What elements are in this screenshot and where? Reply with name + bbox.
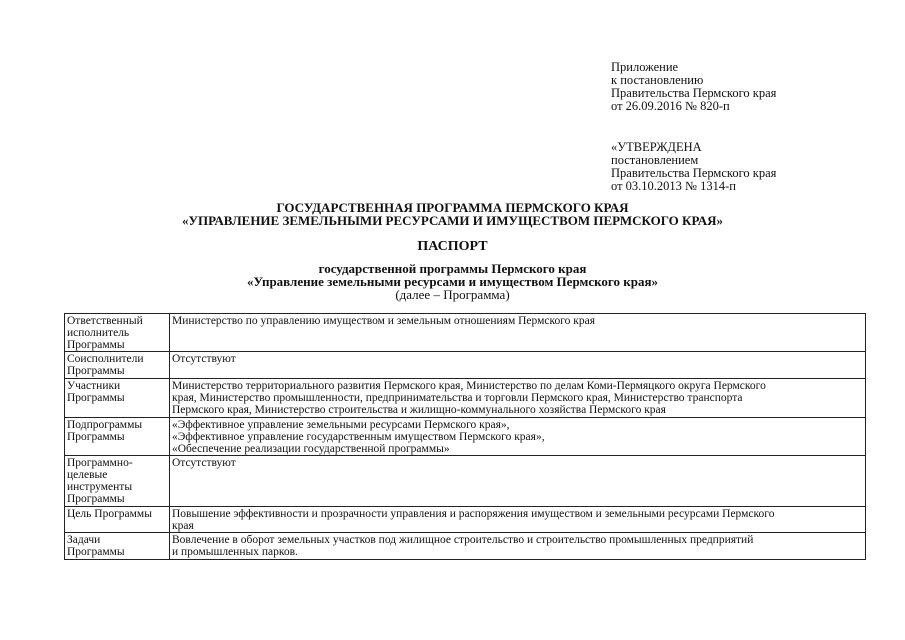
row-value xyxy=(170,352,866,379)
row-label xyxy=(65,314,170,352)
label-line: Программы xyxy=(67,365,125,377)
label-line: Программы xyxy=(67,339,125,351)
label-line: Программы xyxy=(67,493,125,505)
passport-subtitle xyxy=(0,262,905,301)
table-row xyxy=(65,314,866,352)
appendix-line: к постановлению xyxy=(611,73,704,87)
row-value xyxy=(170,379,866,418)
value-line: Вовлечение в оборот земельных участков под жилищное строительство и строительство промышленных предприятий xyxy=(172,534,754,546)
label-line: целевые xyxy=(67,469,108,481)
appendix-line: от 26.09.2016 № 820-п xyxy=(611,99,730,113)
label-line: Соисполнители xyxy=(67,353,144,365)
row-value xyxy=(170,456,866,507)
approved-line: от 03.10.2013 № 1314-п xyxy=(611,179,736,193)
value-line: Отсутствуют xyxy=(172,457,236,469)
row-label xyxy=(65,418,170,456)
table-row xyxy=(65,352,866,379)
value-line: края xyxy=(172,520,194,532)
value-line: края, Министерство промышленности, предпринимательства и торговли Пермского края, Министерство транспорта xyxy=(172,392,743,404)
row-label xyxy=(65,533,170,560)
value-line: Министерство территориального развития Пермского края, Министерство по делам Коми-Пермяцкого округа Пермского xyxy=(172,380,766,392)
program-title xyxy=(0,201,905,227)
value-line: «Эффективное управление государственным имуществом Пермского края», xyxy=(172,431,545,443)
label-line: Программы xyxy=(67,392,125,404)
label-line: Программно- xyxy=(67,457,133,469)
passport-subtitle-line: государственной программы Пермского края xyxy=(318,261,587,276)
value-line: Пермского края, Министерство строительства и жилищно-коммунального хозяйства Пермского края xyxy=(172,404,666,416)
value-line: Повышение эффективности и прозрачности управления и распоряжения имуществом и земельными ресурсами Пермского xyxy=(172,508,775,520)
row-label xyxy=(65,456,170,507)
appendix-line: Правительства Пермского края xyxy=(611,86,777,100)
label-line: инструменты xyxy=(67,481,133,493)
row-value xyxy=(170,314,866,352)
appendix-line: Приложение xyxy=(611,60,679,74)
row-value xyxy=(170,507,866,533)
table-row xyxy=(65,533,866,560)
table-row xyxy=(65,379,866,418)
appendix-block xyxy=(611,61,776,193)
table-row xyxy=(65,507,866,533)
label-line: Задачи xyxy=(67,534,101,546)
label-line: Программы xyxy=(67,431,125,443)
value-line: «Эффективное управление земельными ресурсами Пермского края», xyxy=(172,419,510,431)
table-row xyxy=(65,418,866,456)
row-value xyxy=(170,533,866,560)
approved-line: Правительства Пермского края xyxy=(611,166,777,180)
value-line: «Обеспечение реализации государственной программы» xyxy=(172,443,450,455)
value-line: Министерство по управлению имуществом и земельным отношениям Пермского края xyxy=(172,315,596,327)
passport-subtitle-line: «Управление земельными ресурсами и имуществом Пермского края» xyxy=(246,274,659,289)
row-label xyxy=(65,507,170,533)
program-title-line: «УПРАВЛЕНИЕ ЗЕМЕЛЬНЫМИ РЕСУРСАМИ И ИМУЩЕСТВОМ ПЕРМСКОГО КРАЯ» xyxy=(181,213,724,228)
label-line: Программы xyxy=(67,546,125,558)
value-line: Отсутствуют xyxy=(172,353,236,365)
label-line: Ответственный xyxy=(67,315,143,327)
label-line: Цель Программы xyxy=(67,508,152,520)
value-line: и промышленных парков. xyxy=(172,546,298,558)
label-line: Участники xyxy=(67,380,121,392)
label-line: Подпрограммы xyxy=(67,419,143,431)
label-line: исполнитель xyxy=(67,327,130,339)
passport-subtitle-note: (далее – Программа) xyxy=(395,287,510,302)
table-row xyxy=(65,456,866,507)
approved-line: «УТВЕРЖДЕНА xyxy=(611,140,702,154)
program-title-line: ГОСУДАРСТВЕННАЯ ПРОГРАММА ПЕРМСКОГО КРАЯ xyxy=(276,200,629,215)
passport-table xyxy=(64,313,866,560)
row-value xyxy=(170,418,866,456)
row-label xyxy=(65,352,170,379)
row-label xyxy=(65,379,170,418)
approved-line: постановлением xyxy=(611,153,699,167)
passport-heading: ПАСПОРТ xyxy=(417,239,488,254)
